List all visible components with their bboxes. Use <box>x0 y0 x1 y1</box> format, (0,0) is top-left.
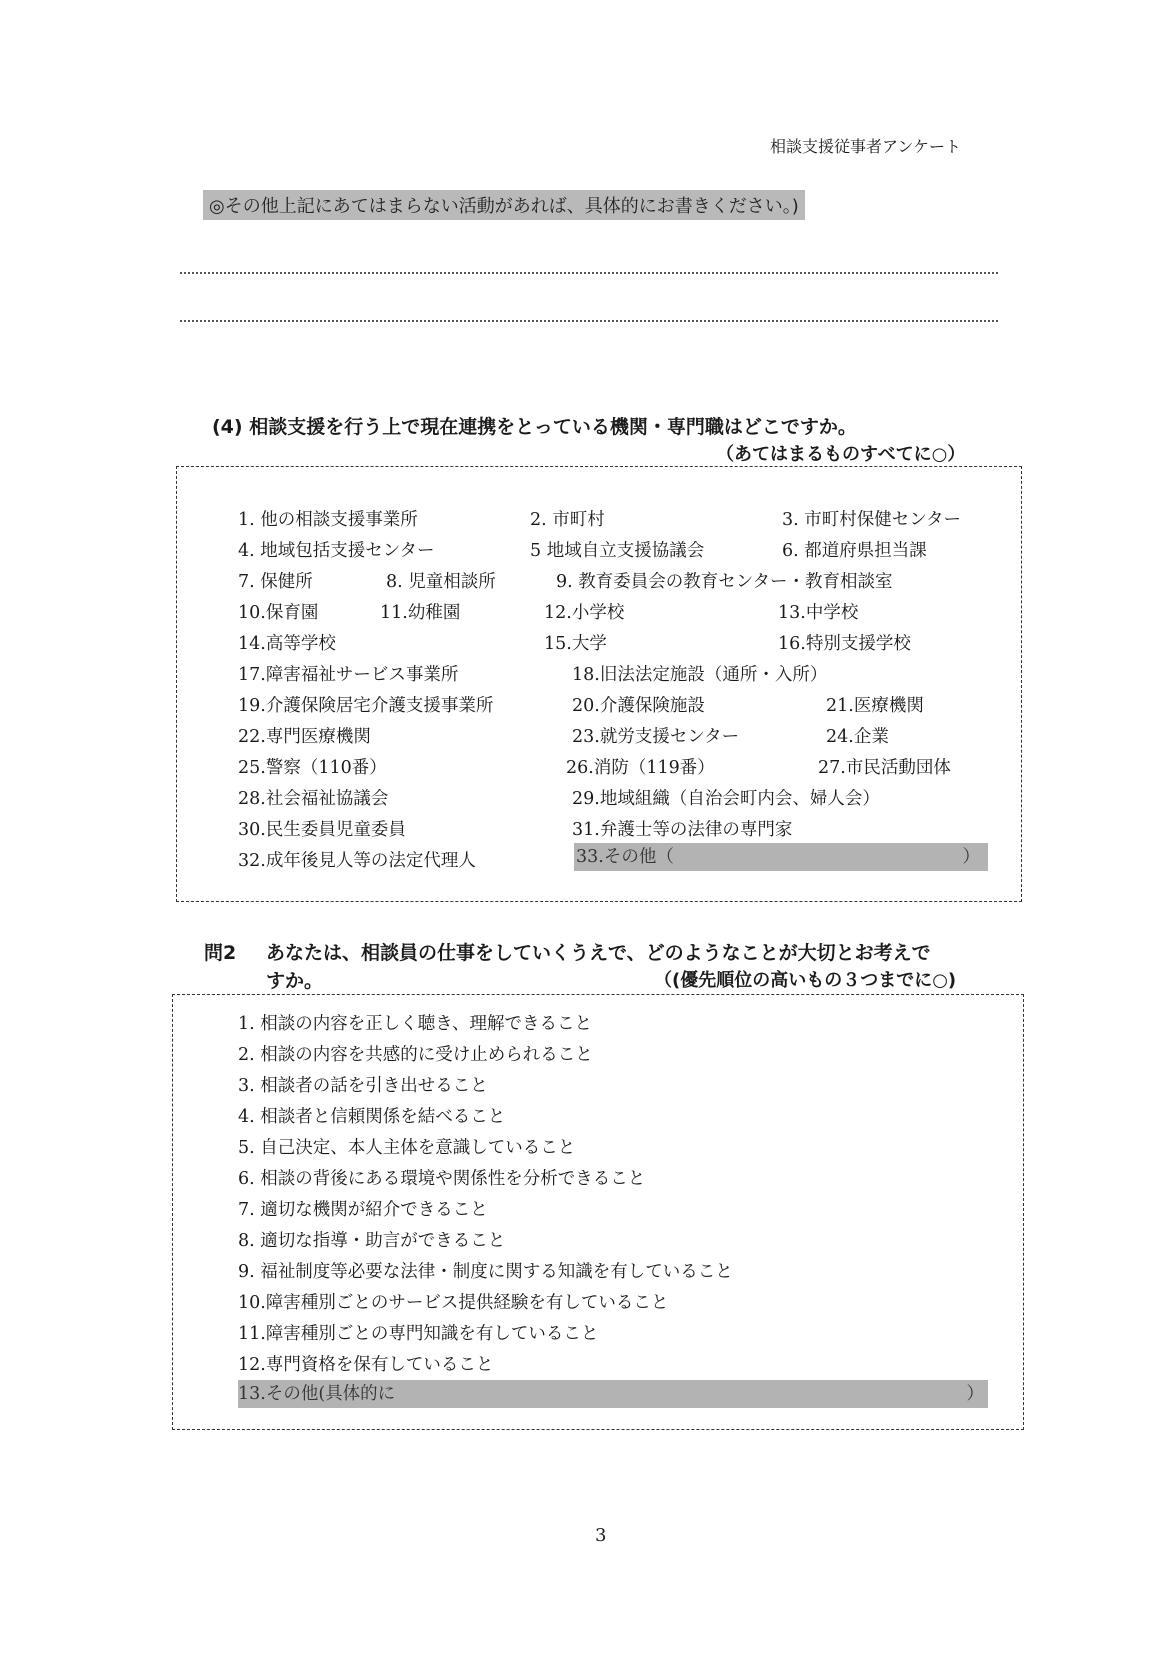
q4-option[interactable]: 30.民生委員児童委員 <box>238 820 406 840</box>
q4-option[interactable]: 2. 市町村 <box>530 510 605 530</box>
q2-option[interactable]: 3. 相談者の話を引き出せること <box>238 1076 488 1096</box>
q4-option[interactable]: 29.地域組織（自治会町内会、婦人会） <box>572 789 880 809</box>
q4-option[interactable]: 18.旧法法定施設（通所・入所） <box>572 665 828 685</box>
q2-option[interactable]: 8. 適切な指導・助言ができること <box>238 1231 506 1251</box>
q4-option[interactable]: 21.医療機関 <box>826 696 924 716</box>
q4-option[interactable]: 3. 市町村保健センター <box>782 510 962 530</box>
q2-option[interactable]: 10.障害種別ごとのサービス提供経験を有していること <box>238 1293 669 1313</box>
q4-option[interactable]: 6. 都道府県担当課 <box>782 541 927 561</box>
q4-option[interactable]: 24.企業 <box>826 727 889 747</box>
q2-option[interactable]: 2. 相談の内容を共感的に受け止められること <box>238 1045 593 1065</box>
q4-instruction: （あてはまるものすべてに○） <box>716 444 966 465</box>
q4-option[interactable]: 7. 保健所 <box>238 572 313 592</box>
answer-line-2[interactable] <box>180 320 998 322</box>
q4-option[interactable]: 23.就労支援センター <box>572 727 740 747</box>
q4-option[interactable]: 17.障害福祉サービス事業所 <box>238 665 459 685</box>
q4-option[interactable]: 20.介護保険施設 <box>572 696 705 716</box>
q4-option-other-label: 33.その他（ <box>576 847 674 867</box>
q2-option-other-close: ） <box>966 1384 984 1404</box>
q4-option[interactable]: 10.保育園 <box>238 603 319 623</box>
other-activities-prompt: ◎その他上記にあてはまらない活動があれば、具体的にお書きください。) <box>203 190 805 220</box>
q4-option[interactable]: 5 地域自立支援協議会 <box>530 541 705 561</box>
q2-option[interactable]: 11.障害種別ごとの専門知識を有していること <box>238 1324 599 1344</box>
q4-option[interactable]: 9. 教育委員会の教育センター・教育相談室 <box>556 572 893 592</box>
q4-option[interactable]: 16.特別支援学校 <box>778 634 911 654</box>
q4-option[interactable]: 8. 児童相談所 <box>386 572 496 592</box>
q2-option[interactable]: 1. 相談の内容を正しく聴き、理解できること <box>238 1014 593 1034</box>
q2-option[interactable]: 7. 適切な機関が紹介できること <box>238 1200 488 1220</box>
q2-option[interactable]: 5. 自己決定、本人主体を意識していること <box>238 1138 576 1158</box>
q4-option[interactable]: 28.社会福祉協議会 <box>238 789 389 809</box>
q4-title: (4) 相談支援を行う上で現在連携をとっている機関・専門職はどこですか。 <box>212 416 857 438</box>
q2-option-other[interactable] <box>238 1380 988 1408</box>
page-number: 3 <box>595 1525 607 1546</box>
q4-option[interactable]: 4. 地域包括支援センター <box>238 541 435 561</box>
q2-instruction: （(優先順位の高いもの３つまでに○) <box>654 970 957 991</box>
q2-number: 問2 <box>204 942 237 964</box>
q2-option[interactable]: 12.専門資格を保有していること <box>238 1355 494 1375</box>
q4-option-other-close: ） <box>962 847 980 867</box>
q4-option[interactable]: 25.警察（110番） <box>238 758 387 778</box>
q4-option[interactable]: 11.幼稚園 <box>380 603 461 623</box>
q4-option[interactable]: 1. 他の相談支援事業所 <box>238 510 418 530</box>
q2-option[interactable]: 4. 相談者と信頼関係を結べること <box>238 1107 506 1127</box>
q2-option[interactable]: 9. 福祉制度等必要な法律・制度に関する知識を有していること <box>238 1262 733 1282</box>
q2-option-other-label: 13.その他(具体的に <box>238 1384 396 1404</box>
q4-option[interactable]: 14.高等学校 <box>238 634 336 654</box>
q4-option[interactable]: 13.中学校 <box>778 603 859 623</box>
answer-line-1[interactable] <box>180 272 998 274</box>
document-header: 相談支援従事者アンケート <box>770 137 962 156</box>
q4-option[interactable]: 31.弁護士等の法律の専門家 <box>572 820 793 840</box>
q4-option[interactable]: 27.市民活動団体 <box>818 758 951 778</box>
q4-option[interactable]: 26.消防（119番） <box>566 758 715 778</box>
q4-option[interactable]: 19.介護保険居宅介護支援事業所 <box>238 696 494 716</box>
q2-option[interactable]: 6. 相談の背後にある環境や関係性を分析できること <box>238 1169 646 1189</box>
q4-option[interactable]: 32.成年後見人等の法定代理人 <box>238 851 476 871</box>
q4-option[interactable]: 22.専門医療機関 <box>238 727 371 747</box>
q2-title-line1: あなたは、相談員の仕事をしていくうえで、どのようなことが大切とお考えで <box>266 942 931 964</box>
q4-option-other[interactable] <box>574 843 988 871</box>
q2-title-line2: すか。 <box>266 970 324 992</box>
q4-option[interactable]: 15.大学 <box>544 634 607 654</box>
q4-option[interactable]: 12.小学校 <box>544 603 625 623</box>
